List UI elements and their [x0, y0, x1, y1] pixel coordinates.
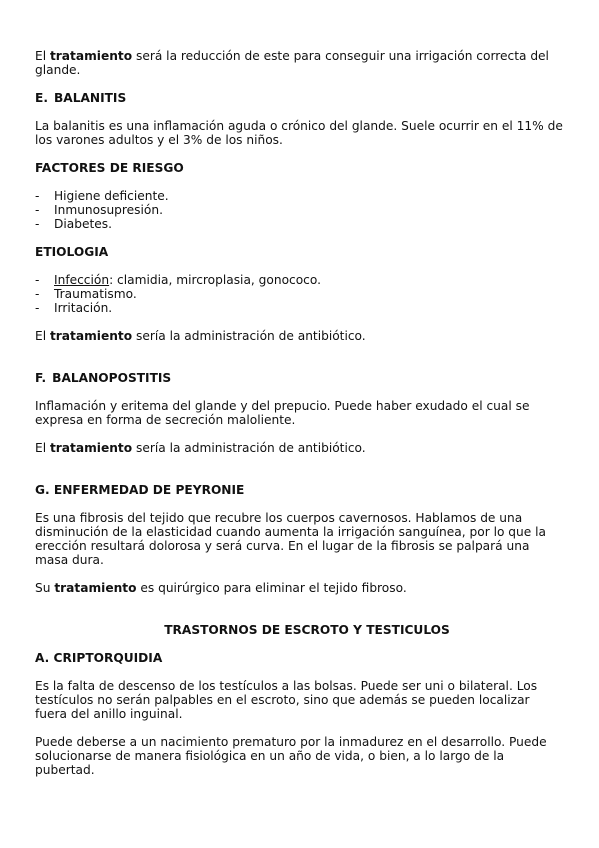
intro-post: será la reducción de este para conseguir una irrigación correcta del glande.	[35, 49, 549, 77]
intro-bold-term: tratamiento	[49, 49, 133, 63]
dash-bullet: -	[35, 301, 40, 315]
list-item-text: Inmunosupresión.	[54, 203, 163, 217]
treatment-pre: Su	[35, 581, 55, 595]
balanopostitis-description: Inflamación y eritema del glande y del prepucio. Puede haber exudado el cual se expresa en forma de secreción maloliente.	[35, 399, 530, 427]
heading-etiology: ETIOLOGIA	[35, 245, 109, 259]
dash-bullet: -	[35, 203, 40, 217]
list-item-text: Traumatismo.	[54, 287, 137, 301]
etiology-list	[35, 273, 565, 315]
heading-balanopostitis	[35, 371, 565, 385]
section-title-scrotum-testicles: TRASTORNOS DE ESCROTO Y TESTICULOS	[164, 623, 450, 637]
treatment-pre: El	[35, 441, 50, 455]
list-item	[35, 189, 565, 203]
dash-bullet: -	[35, 273, 40, 287]
list-item-text: Irritación.	[54, 301, 113, 315]
balanitis-description: La balanitis es una inflamación aguda o crónico del glande. Suele ocurrir en el 11% de los varones adultos y el 3% de los niños.	[35, 119, 563, 147]
list-item	[35, 287, 565, 301]
balanopostitis-treatment	[35, 441, 565, 455]
risk-factors-list	[35, 189, 565, 231]
list-item	[35, 273, 565, 287]
heading-criptorquidia: A. CRIPTORQUIDIA	[35, 651, 163, 665]
heading-peyronie: G. ENFERMEDAD DE PEYRONIE	[35, 483, 245, 497]
treatment-bold-term: tratamiento	[54, 581, 137, 595]
treatment-post: sería la administración de antibiótico.	[132, 329, 366, 343]
list-item-text: Diabetes.	[54, 217, 112, 231]
document-page	[35, 49, 565, 777]
peyronie-treatment	[35, 581, 565, 595]
dash-bullet: -	[35, 217, 40, 231]
heading-risk-factors: FACTORES DE RIESGO	[35, 161, 184, 175]
criptorquidia-paragraph-2: Puede deberse a un nacimiento prematuro por la inmadurez en el desarrollo. Puede solucionarse de manera fisiológica en un año de vida, o bien, a lo largo de la pubertad.	[35, 735, 547, 777]
list-item	[35, 203, 565, 217]
treatment-bold-term: tratamiento	[49, 441, 133, 455]
heading-letter: E.	[35, 91, 48, 105]
treatment-post: es quirúrgico para eliminar el tejido fibroso.	[136, 581, 407, 595]
treatment-pre: El	[35, 329, 50, 343]
heading-letter: F.	[35, 371, 47, 385]
intro-pre: El	[35, 49, 50, 63]
heading-text: BALANITIS	[53, 91, 127, 105]
underlined-term: Infección	[54, 273, 110, 287]
treatment-post: sería la administración de antibiótico.	[132, 441, 366, 455]
dash-bullet: -	[35, 287, 40, 301]
dash-bullet: -	[35, 189, 40, 203]
list-item	[35, 301, 565, 315]
list-item-text: : clamidia, mircroplasia, gonococo.	[109, 273, 322, 287]
intro-paragraph	[35, 49, 565, 77]
balanitis-treatment	[35, 329, 565, 343]
peyronie-description: Es una fibrosis del tejido que recubre los cuerpos cavernosos. Hablamos de una disminución de la elasticidad cuando aumenta la irrigación sanguínea, por lo que la erección resultará dolorosa y será curva. En el lugar de la fibrosis se palpará una masa dura.	[35, 511, 546, 567]
list-item-text: Higiene deficiente.	[54, 189, 169, 203]
treatment-bold-term: tratamiento	[49, 329, 133, 343]
criptorquidia-paragraph-1: Es la falta de descenso de los testículos a las bolsas. Puede ser uni o bilateral. Los testículos no serán palpables en el escroto, sino que además se pueden localizar fuera del anillo inguinal.	[35, 679, 538, 721]
list-item	[35, 217, 565, 231]
heading-text: BALANOPOSTITIS	[52, 371, 172, 385]
heading-balanitis	[35, 91, 565, 105]
